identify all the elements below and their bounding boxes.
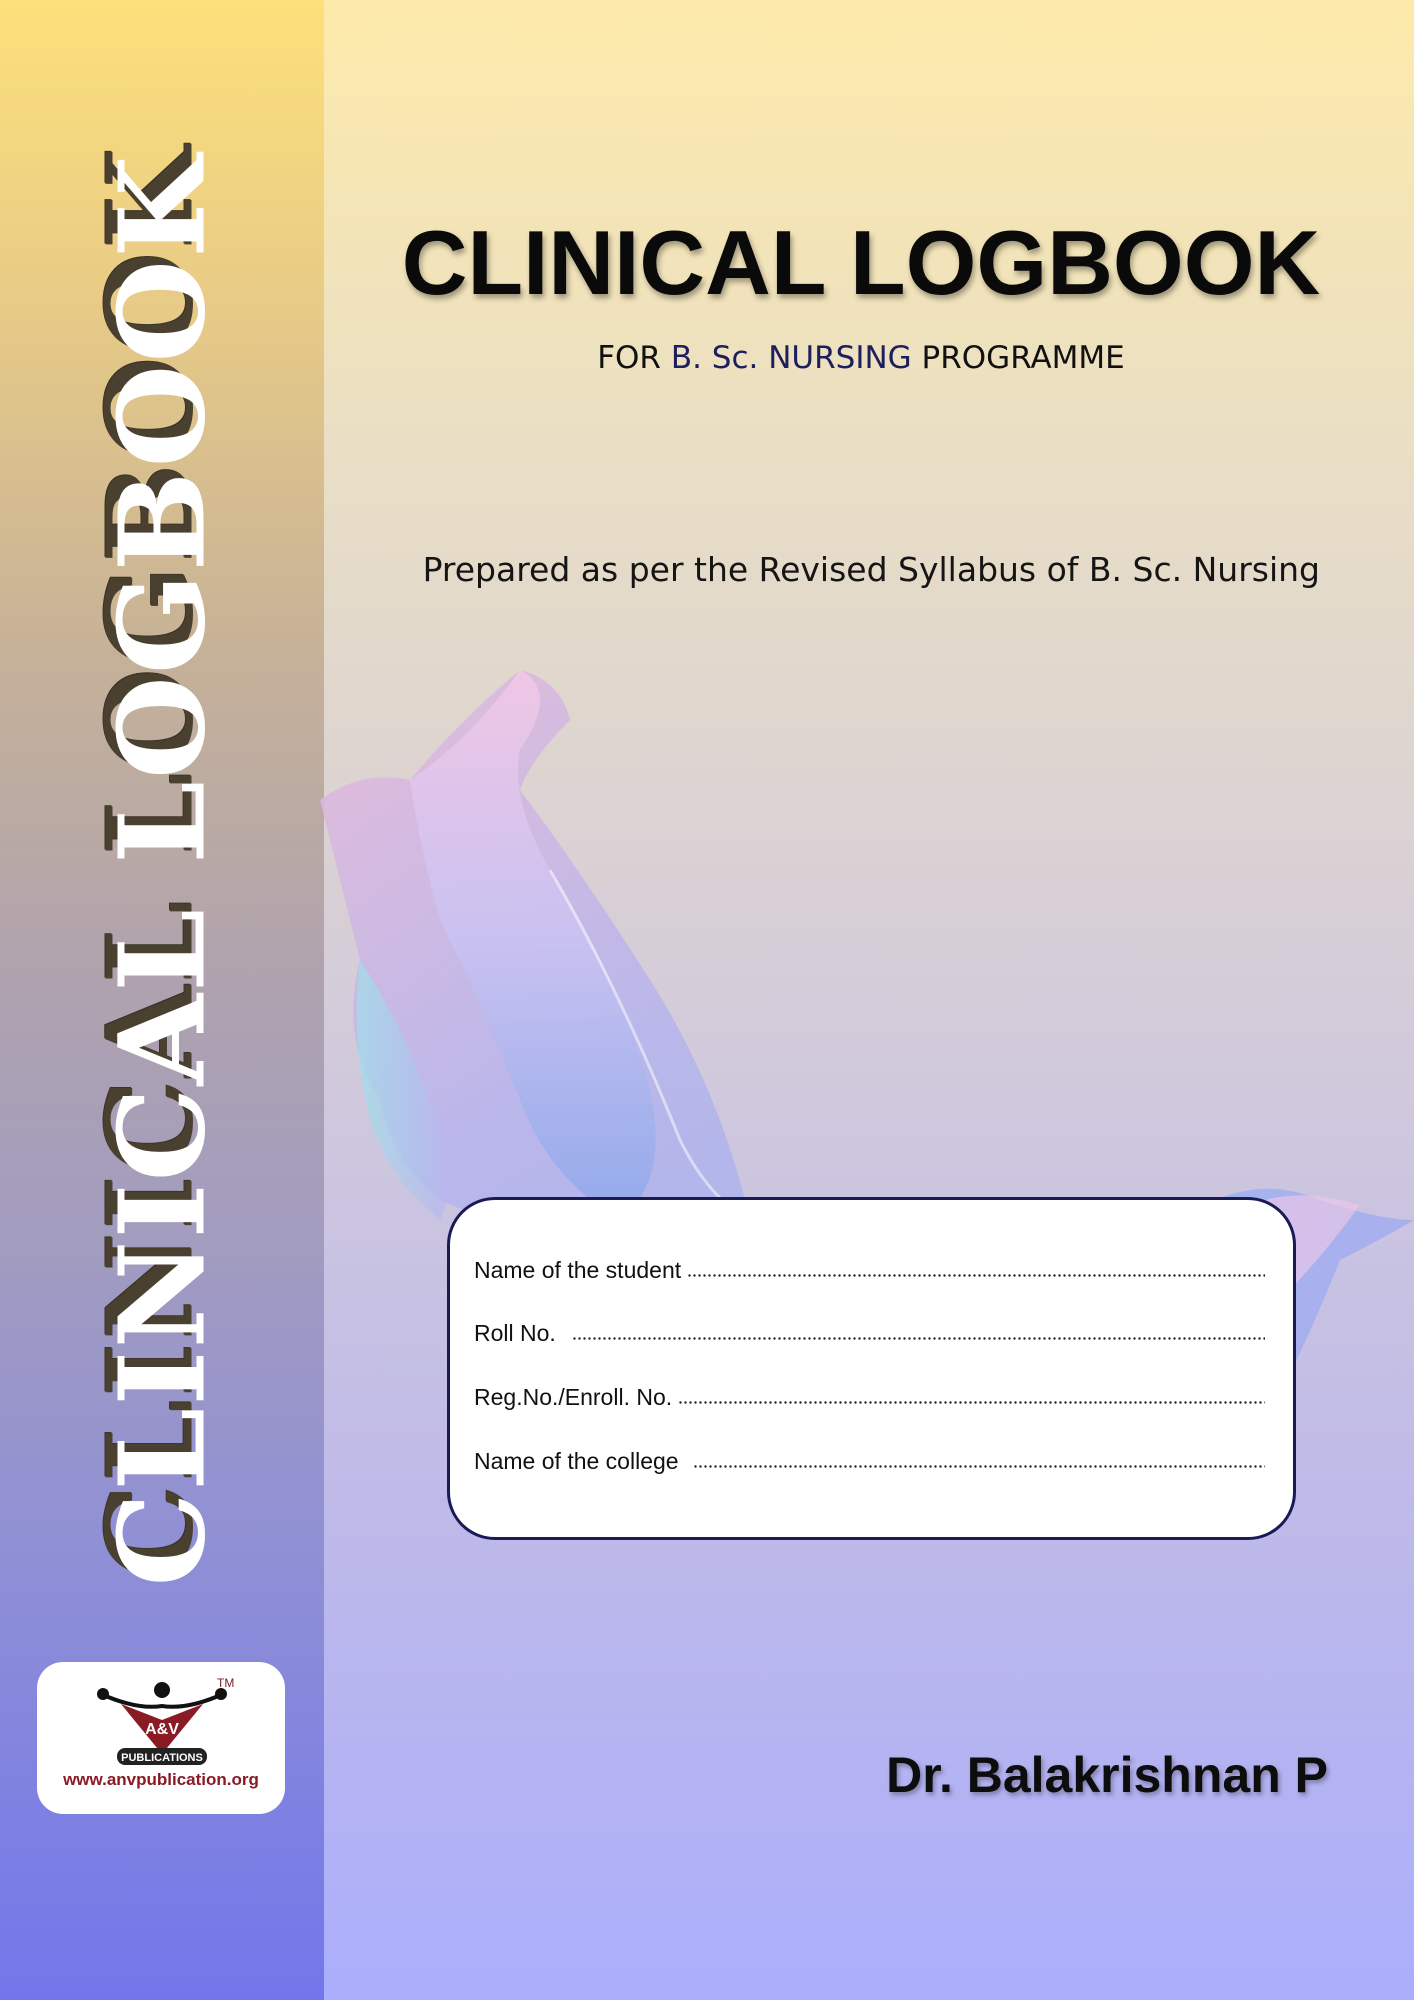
trademark-mark: TM — [217, 1676, 235, 1690]
cover-subtitle — [396, 340, 1326, 376]
spine-title: CLINICAL LOGBOOK — [92, 153, 232, 1587]
reg-enroll-no-label: Reg.No./Enroll. No. — [474, 1384, 673, 1410]
syllabus-note: Prepared as per the Revised Syllabus of B. Sc. Nursing — [422, 550, 1320, 589]
subtitle-suffix: PROGRAMME — [911, 340, 1125, 376]
subtitle-prefix: FOR — [597, 340, 671, 376]
student-name-dotted-line — [687, 1274, 1265, 1277]
college-name-label: Name of the college — [474, 1448, 679, 1474]
reg-enroll-no-field[interactable] — [474, 1377, 1265, 1411]
roll-no-label: Roll No. — [474, 1320, 556, 1346]
roll-no-field[interactable] — [474, 1313, 1265, 1347]
student-name-label: Name of the student — [474, 1257, 682, 1283]
student-details-form — [447, 1197, 1296, 1540]
cover-spine — [0, 0, 324, 2000]
roll-no-dotted-line — [572, 1337, 1265, 1340]
publisher-logo-card — [37, 1662, 285, 1814]
author-name: Dr. Balakrishnan P — [886, 1747, 1328, 1803]
reg-enroll-no-dotted-line — [678, 1401, 1265, 1404]
logo-banner: PUBLICATIONS — [121, 1752, 203, 1764]
subtitle-highlight: B. Sc. NURSING — [670, 340, 912, 376]
college-name-field[interactable] — [474, 1441, 1265, 1475]
cover-title: CLINICAL LOGBOOK — [401, 213, 1321, 314]
publisher-url: www.anvpublication.org — [63, 1770, 259, 1789]
publisher-logo-icon — [97, 1676, 227, 1768]
logo-brand: A&V — [145, 1721, 179, 1738]
student-name-field[interactable] — [474, 1250, 1265, 1284]
college-name-dotted-line — [693, 1465, 1265, 1468]
